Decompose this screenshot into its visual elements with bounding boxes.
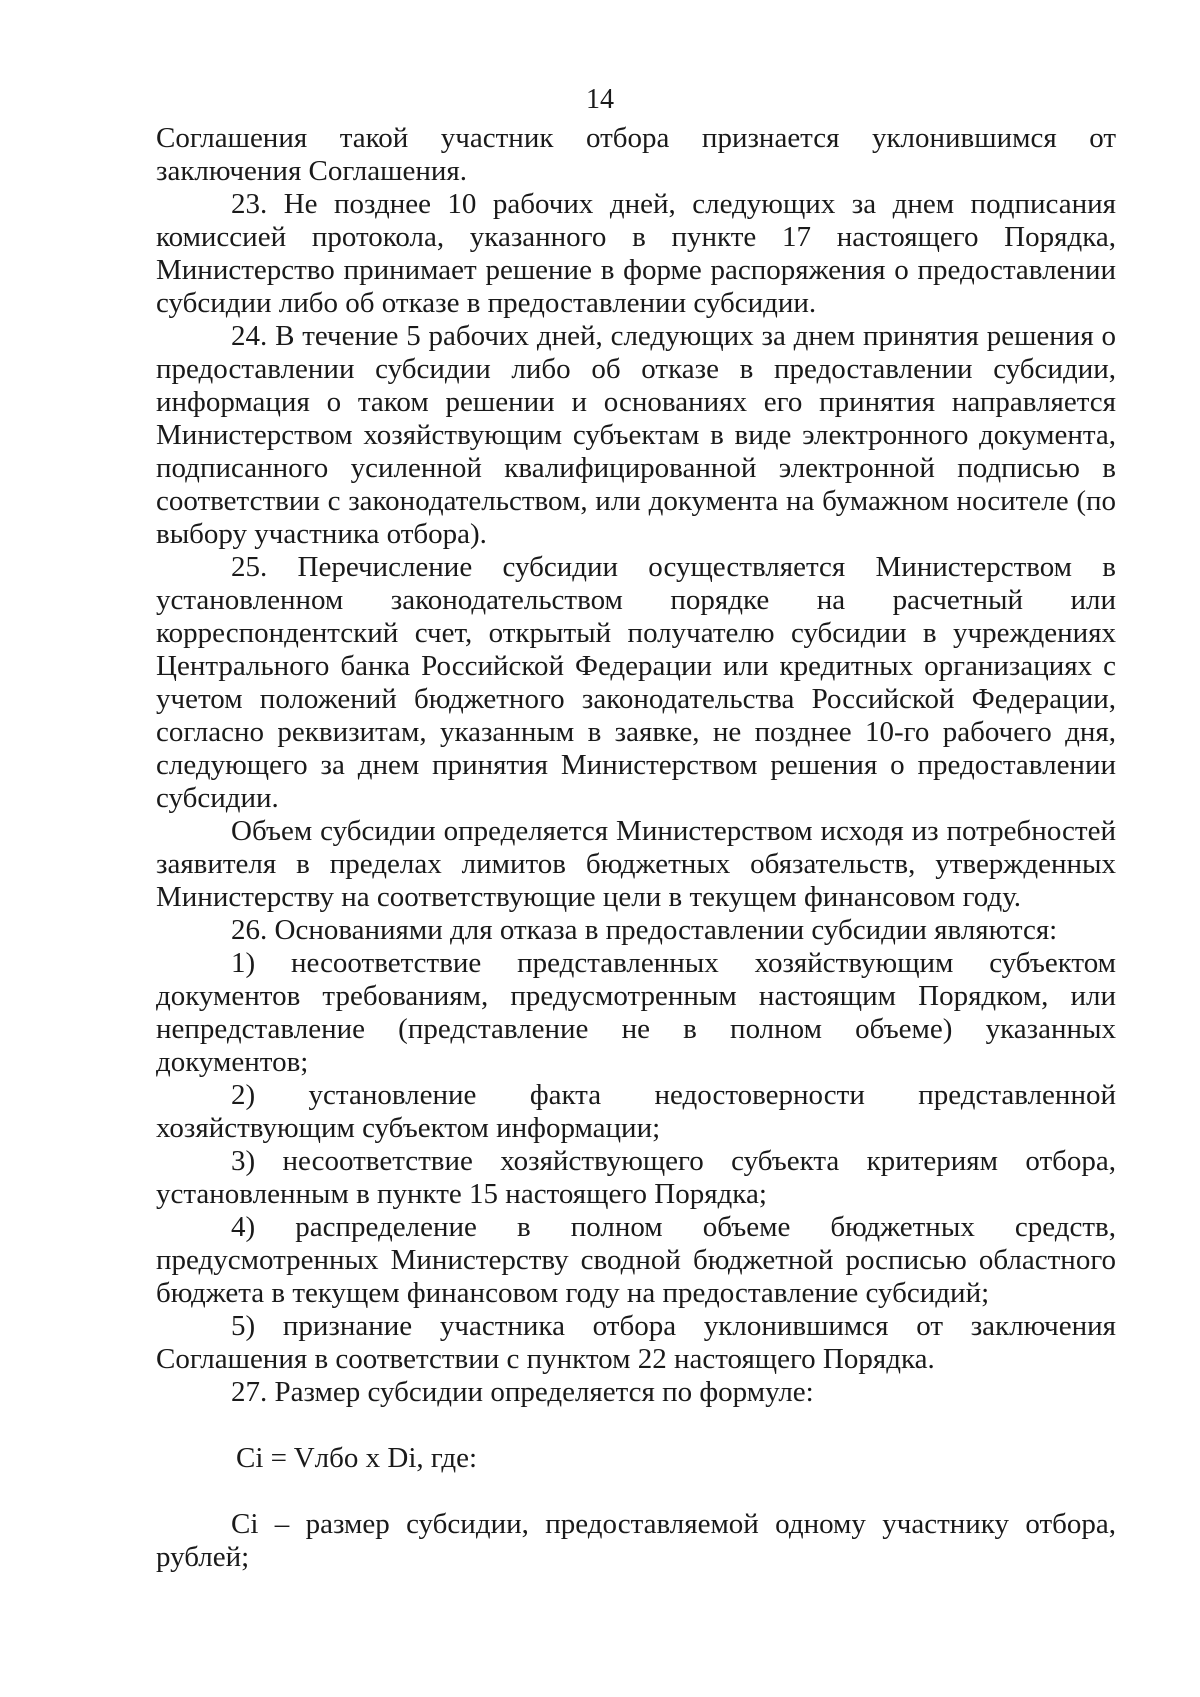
paragraph-continuation: Соглашения такой участник отбора признается уклонившимся от заключения Соглашения. xyxy=(156,122,1116,187)
paragraph-26-item-2: 2) установление факта недостоверности представленной хозяйствующим субъектом информации; xyxy=(156,1079,1116,1144)
page-number: 14 xyxy=(586,84,614,115)
paragraph-26-item-5: 5) признание участника отбора уклонившимся от заключения Соглашения в соответствии с пунктом 22 настоящего Порядка. xyxy=(156,1310,1116,1375)
document-body xyxy=(156,122,1116,1574)
paragraph-24: 24. В течение 5 рабочих дней, следующих за днем принятия решения о предоставлении субсидии либо об отказе в предоставлении субсидии, информация о таком решении и основаниях его принятия направляется Министерством хозяйствующим субъектам в виде электронного документа, подписанного усиленной квалифицированной электронной подписью в соответствии с законодательством, или документа на бумажном носителе (по выбору участника отбора). xyxy=(156,320,1116,550)
paragraph-26-item-4: 4) распределение в полном объеме бюджетных средств, предусмотренных Министерству сводной бюджетной росписью областного бюджета в текущем финансовом году на предоставление субсидий; xyxy=(156,1211,1116,1309)
formula: Ci = Vлбо x Di, где: xyxy=(236,1442,478,1474)
definition-ci: Ci – размер субсидии, предоставляемой одному участнику отбора, рублей; xyxy=(156,1508,1116,1573)
paragraph-subsidy-volume: Объем субсидии определяется Министерством исходя из потребностей заявителя в пределах лимитов бюджетных обязательств, утвержденных Министерству на соответствующие цели в текущем финансовом году. xyxy=(156,815,1116,913)
paragraph-25: 25. Перечисление субсидии осуществляется Министерством в установленном законодательством порядке на расчетный или корреспондентский счет, открытый получателю субсидии в учреждениях Центрального банка Российской Федерации или кредитных организациях с учетом положений бюджетного законодательства Российской Федерации, согласно реквизитам, указанным в заявке, не позднее 10-го рабочего дня, следующего за днем принятия Министерством решения о предоставлении субсидии. xyxy=(156,551,1116,814)
paragraph-23: 23. Не позднее 10 рабочих дней, следующих за днем подписания комиссией протокола, указанного в пункте 17 настоящего Порядка, Министерство принимает решение в форме распоряжения о предоставлении субсидии либо об отказе в предоставлении субсидии. xyxy=(156,188,1116,319)
paragraph-26: 26. Основаниями для отказа в предоставлении субсидии являются: xyxy=(231,914,1058,946)
paragraph-26-item-3: 3) несоответствие хозяйствующего субъекта критериям отбора, установленным в пункте 15 настоящего Порядка; xyxy=(156,1145,1116,1210)
paragraph-26-item-1: 1) несоответствие представленных хозяйствующим субъектом документов требованиям, предусмотренным настоящим Порядком, или непредставление (представление не в полном объеме) указанных документов; xyxy=(156,947,1116,1078)
paragraph-27: 27. Размер субсидии определяется по формуле: xyxy=(231,1376,814,1408)
